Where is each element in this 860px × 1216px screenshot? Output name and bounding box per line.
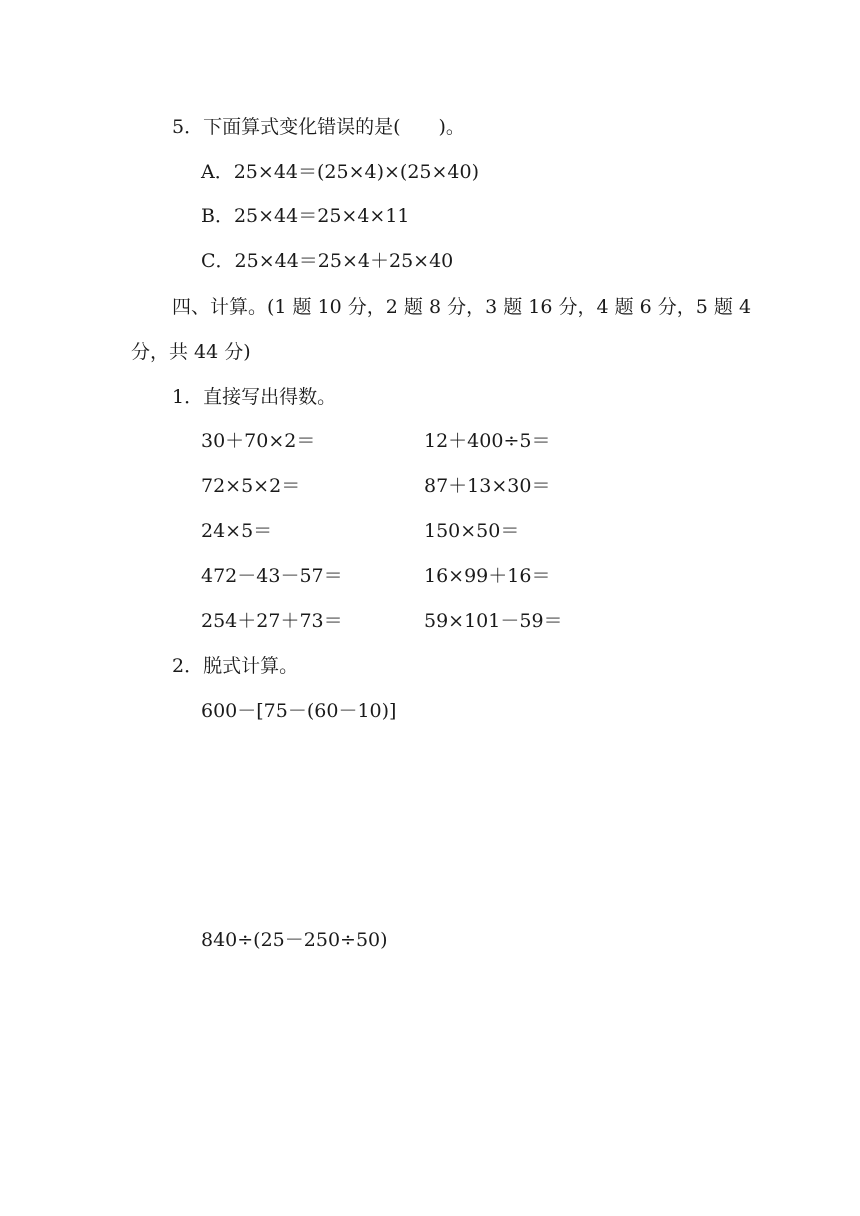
- section-4-title-line-2: 分，共 44 分): [131, 341, 251, 363]
- calc-item: 150×50＝: [424, 520, 520, 542]
- section-4-title-line-1: 四、计算。(1 题 10 分，2 题 8 分，3 题 16 分，4 题 6 分，5 题 4: [172, 296, 752, 318]
- part-2-title: 2．脱式计算。: [172, 655, 299, 677]
- expression-1: 600－[75－(60－10)]: [201, 700, 397, 722]
- calc-item: 472－43－57＝: [201, 565, 343, 587]
- calc-item: 59×101－59＝: [424, 610, 563, 632]
- calc-item: 72×5×2＝: [201, 475, 301, 497]
- calc-item: 24×5＝: [201, 520, 273, 542]
- calc-item: 12＋400÷5＝: [424, 430, 551, 452]
- calc-item: 30＋70×2＝: [201, 430, 316, 452]
- calc-item: 16×99＋16＝: [424, 565, 551, 587]
- option-a: A．25×44＝(25×4)×(25×40): [201, 161, 480, 183]
- option-b: B．25×44＝25×4×11: [201, 205, 410, 227]
- part-1-title: 1．直接写出得数。: [172, 386, 337, 408]
- calc-item: 254＋27＋73＝: [201, 610, 343, 632]
- calc-item: 87＋13×30＝: [424, 475, 551, 497]
- option-c: C．25×44＝25×4＋25×40: [201, 250, 454, 272]
- question-5-stem: 5．下面算式变化错误的是( )。: [172, 116, 465, 138]
- expression-2: 840÷(25－250÷50): [201, 929, 388, 951]
